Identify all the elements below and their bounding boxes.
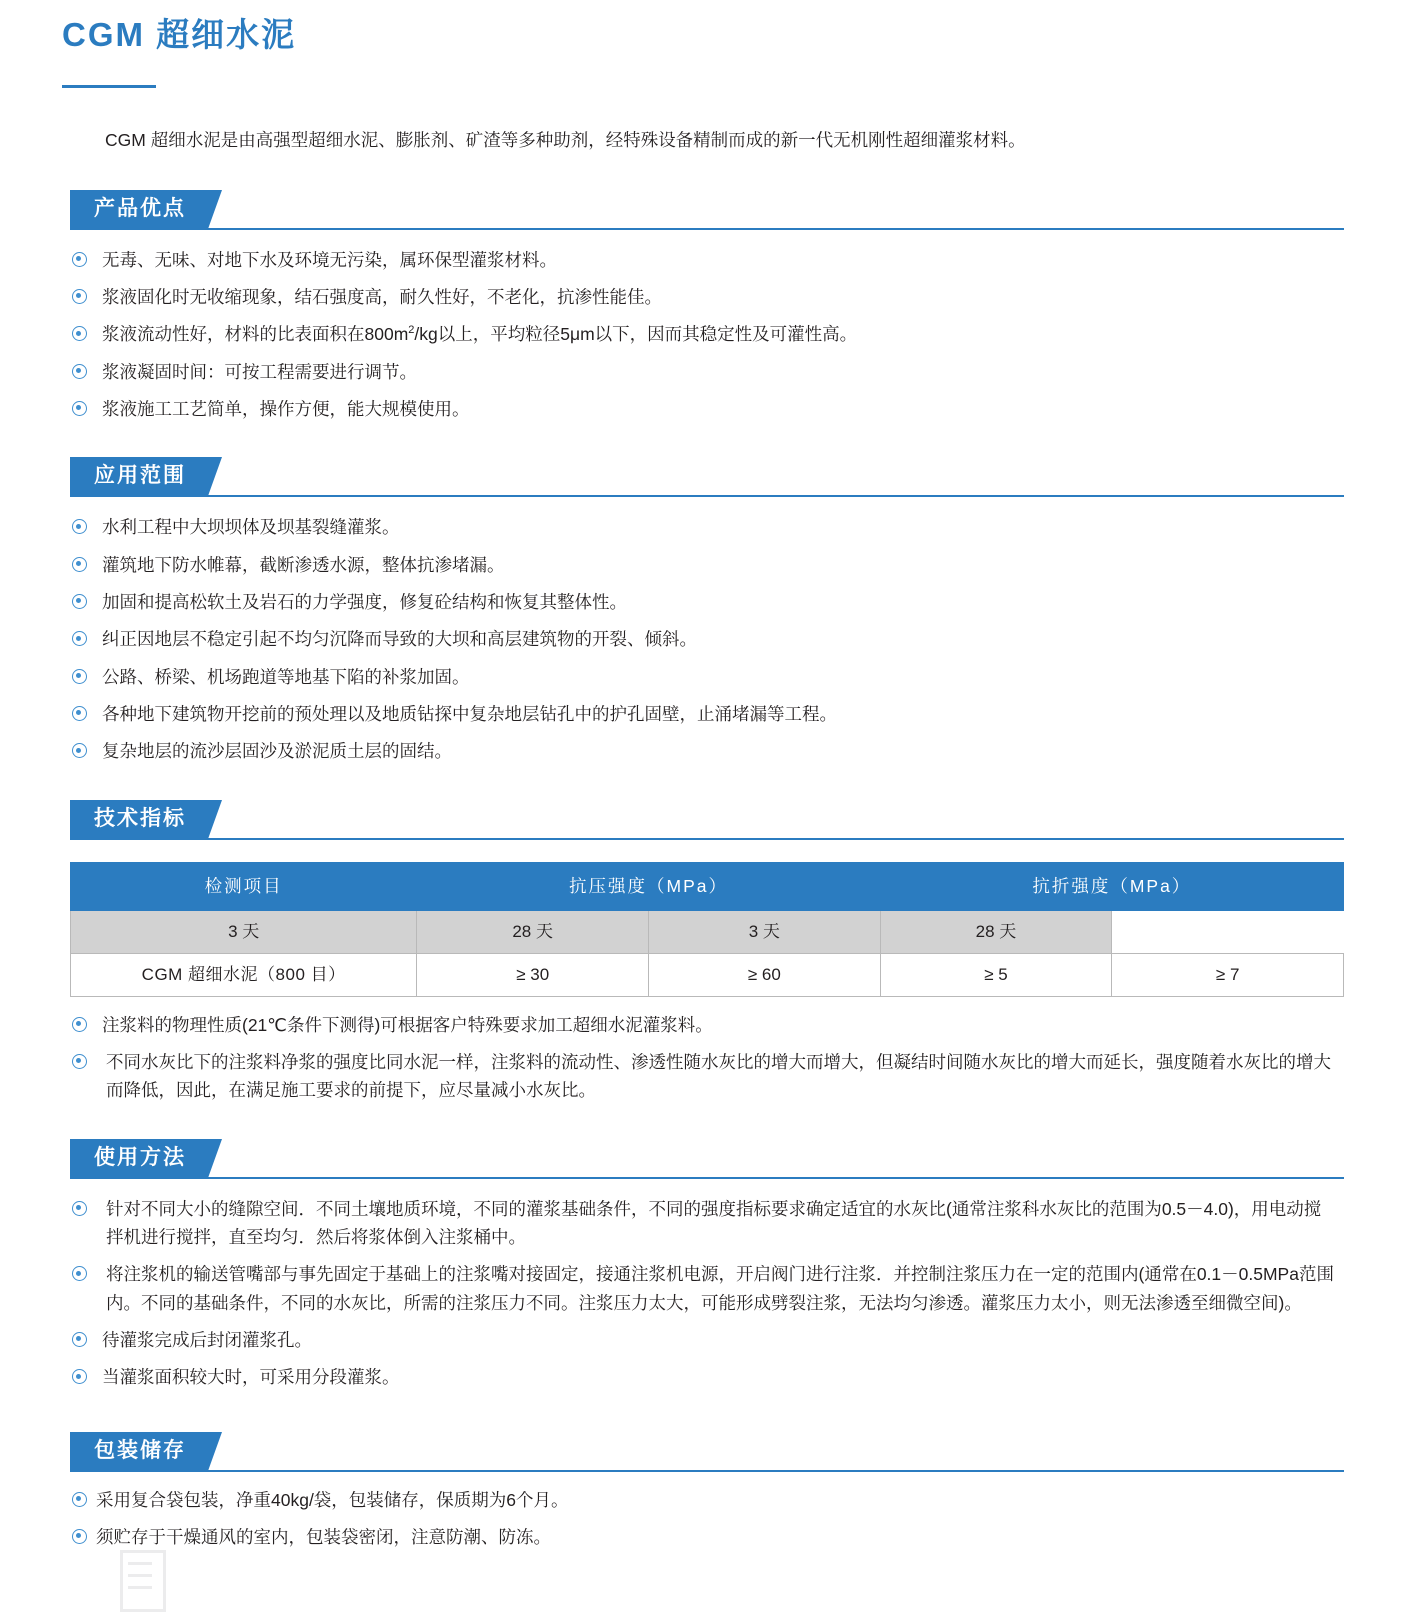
list-item-text: 待灌浆完成后封闭灌浆孔。	[102, 1330, 312, 1351]
bullet-circle-icon	[72, 1054, 87, 1069]
section-header-usage	[70, 1139, 1344, 1179]
list-item	[70, 1260, 1344, 1317]
watermark-bar	[128, 1562, 152, 1565]
list-item-text: 注浆料的物理性质(21℃条件下测得)可根据客户特殊要求加工超细水泥灌浆料。	[102, 1014, 713, 1035]
list-item	[70, 246, 1344, 274]
bullet-circle-icon	[72, 289, 87, 304]
list-item-text: 将注浆机的输送管嘴部与事先固定于基础上的注浆嘴对接固定，接通注浆机电源，开启阀门进行注浆．并控制注浆压力在一定的范围内(通常在0.1－0.5MPa范围内。不同的基础条件，不同的水灰比，所需的注浆压力不同。注浆压力太大，可能形成劈裂注浆，无法均匀渗透。灌浆压力太小，则无法渗透至细微空间)。	[106, 1264, 1334, 1313]
bullet-circle-icon	[72, 326, 87, 341]
section-rule	[70, 228, 1344, 230]
watermark-bar	[128, 1586, 152, 1589]
list-item	[70, 588, 1344, 616]
list-item	[70, 663, 1344, 691]
technical-indicators-table	[70, 862, 1344, 997]
table-row	[71, 953, 1344, 996]
table-cell-item: CGM 超细水泥（800 目）	[71, 953, 417, 996]
list-item-text: 浆液凝固时间：可按工程需要进行调节。	[102, 361, 417, 382]
intro-paragraph: CGM 超细水泥是由高强型超细水泥、膨胀剂、矿渣等多种助剂，经特殊设备精制而成的新一代无机刚性超细灌浆材料。	[105, 129, 1026, 150]
list-item	[70, 1011, 1344, 1039]
list-item-text: 浆液施工工艺简单，操作方便，能大规模使用。	[102, 399, 470, 420]
technical-notes-list	[70, 1011, 1344, 1105]
bullet-circle-icon	[72, 401, 87, 416]
table-subheader-cell: 28 天	[880, 910, 1112, 953]
section-application	[0, 457, 1406, 765]
list-item-text: 浆液流动性好，材料的比表面积在$800m^2/kg$以上，平均粒径5μm以下，因而其稳定性及可灌性高。	[102, 324, 858, 345]
list-item	[70, 358, 1344, 386]
section-rule	[70, 838, 1344, 840]
list-item-text: 采用复合袋包装，净重40kg/袋，包装储存，保质期为6个月。	[96, 1489, 569, 1510]
list-item-text: 不同水灰比下的注浆料净浆的强度比同水泥一样，注浆料的流动性、渗透性随水灰比的增大而增大，但凝结时间随水灰比的增大而延长，强度随着水灰比的增大而降低，因此，在满足施工要求的前提下，应尽量减小水灰比。	[106, 1052, 1331, 1101]
list-item-text: 浆液固化时无收缩现象，结石强度高，耐久性好，不老化，抗渗性能佳。	[102, 286, 662, 307]
bullet-circle-icon	[72, 1332, 87, 1347]
list-item-text: 公路、桥梁、机场跑道等地基下陷的补浆加固。	[102, 666, 470, 687]
bullet-circle-icon	[72, 1369, 87, 1384]
list-item	[70, 1048, 1344, 1105]
title-block	[0, 0, 1406, 88]
section-title-application: 应用范围	[70, 457, 208, 496]
packaging-list	[70, 1486, 1344, 1552]
table-header-row	[71, 862, 1344, 910]
table-subheader-cell: 3 天	[71, 910, 417, 953]
bullet-circle-icon	[72, 594, 87, 609]
list-item-text: 针对不同大小的缝隙空间．不同土壤地质环境，不同的灌浆基础条件，不同的强度指标要求确定适宜的水灰比(通常注浆科水灰比的范围为0.5－4.0)，用电动搅拌机进行搅拌，直至均匀．然后将浆体倒入注浆桶中。	[106, 1198, 1322, 1248]
table-cell-value: ≥ 7	[1112, 953, 1344, 996]
list-item-text: 加固和提高松软土及岩石的力学强度，修复砼结构和恢复其整体性。	[102, 592, 627, 613]
list-item-text: 当灌浆面积较大时，可采用分段灌浆。	[102, 1367, 400, 1388]
watermark-bar	[128, 1574, 152, 1577]
bullet-circle-icon	[72, 1492, 87, 1507]
page-title: CGM 超细水泥	[62, 16, 297, 53]
section-header-packaging	[70, 1432, 1344, 1472]
list-item-text: 纠正因地层不稳定引起不均匀沉降而导致的大坝和高层建筑物的开裂、倾斜。	[102, 629, 697, 650]
application-list	[70, 513, 1344, 765]
list-item	[70, 700, 1344, 728]
list-item	[70, 1523, 1344, 1551]
section-title-advantages: 产品优点	[70, 190, 208, 229]
section-title-usage: 使用方法	[70, 1139, 208, 1178]
section-rule	[70, 495, 1344, 497]
table-subheader-cell: 28 天	[417, 910, 649, 953]
section-packaging	[0, 1432, 1406, 1552]
list-item	[70, 1326, 1344, 1354]
list-item-text: 各种地下建筑物开挖前的预处理以及地质钻探中复杂地层钻孔中的护孔固壁，止涌堵漏等工程。	[102, 704, 837, 725]
list-item	[70, 625, 1344, 653]
list-item-text: 水利工程中大坝坝体及坝基裂缝灌浆。	[102, 517, 400, 538]
advantages-list	[70, 246, 1344, 424]
list-item-text: 须贮存于干燥通风的室内，包装袋密闭，注意防潮、防冻。	[96, 1527, 551, 1548]
section-rule	[70, 1177, 1344, 1179]
table-header-compressive: 抗压强度（MPa）	[417, 862, 880, 910]
list-item-text: 无毒、无味、对地下水及环境无污染，属环保型灌浆材料。	[102, 249, 557, 270]
watermark-graphic	[110, 1544, 170, 1614]
bullet-circle-icon	[72, 519, 87, 534]
bullet-circle-icon	[72, 364, 87, 379]
list-item	[70, 513, 1344, 541]
list-item-text: 灌筑地下防水帷幕，截断渗透水源，整体抗渗堵漏。	[102, 554, 505, 575]
bullet-circle-icon	[72, 1266, 87, 1281]
usage-list	[70, 1195, 1344, 1392]
table-subheader-cell: 3 天	[649, 910, 881, 953]
section-header-advantages	[70, 190, 1344, 230]
section-rule	[70, 1470, 1344, 1472]
section-header-application	[70, 457, 1344, 497]
section-technical	[0, 800, 1406, 1105]
section-header-technical	[70, 800, 1344, 840]
bullet-circle-icon	[72, 669, 87, 684]
watermark-box	[120, 1550, 166, 1612]
bullet-circle-icon	[72, 1201, 87, 1216]
list-item	[70, 1363, 1344, 1391]
list-item	[70, 737, 1344, 765]
bullet-circle-icon	[72, 706, 87, 721]
bullet-circle-icon	[72, 1017, 87, 1032]
title-underline	[62, 85, 156, 88]
bullet-circle-icon	[72, 743, 87, 758]
section-usage	[0, 1139, 1406, 1392]
section-title-technical: 技术指标	[70, 800, 208, 839]
table-subheader-row	[71, 910, 1344, 953]
table-header-flexural: 抗折强度（MPa）	[880, 862, 1343, 910]
bullet-circle-icon	[72, 631, 87, 646]
section-title-packaging: 包装储存	[70, 1432, 208, 1471]
list-item	[70, 320, 1344, 348]
section-advantages	[0, 190, 1406, 424]
table-cell-value: ≥ 60	[649, 953, 881, 996]
list-item	[70, 395, 1344, 423]
table-cell-value: ≥ 30	[417, 953, 649, 996]
bullet-circle-icon	[72, 252, 87, 267]
bullet-circle-icon	[72, 557, 87, 572]
list-item	[70, 1195, 1344, 1252]
list-item-text: 复杂地层的流沙层固沙及淤泥质土层的固结。	[102, 741, 452, 762]
table-cell-value: ≥ 5	[880, 953, 1112, 996]
list-item	[70, 551, 1344, 579]
list-item	[70, 283, 1344, 311]
table-header-item: 检测项目	[71, 862, 417, 910]
bullet-circle-icon	[72, 1529, 87, 1544]
list-item	[70, 1486, 1344, 1514]
